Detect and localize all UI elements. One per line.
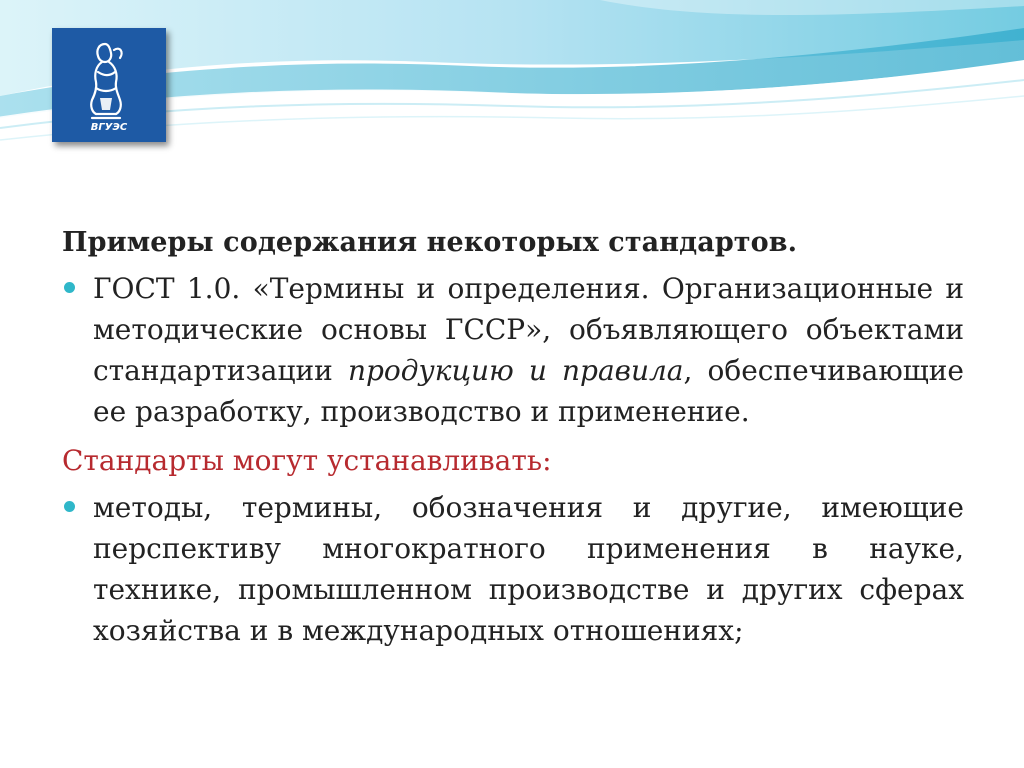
bullet-text-part: ГОСТ 1.0. «Термины и определения. Организационные и методические основы ГССР», объявляющего объектами стандартизации — [93, 272, 964, 387]
section-subheading: Стандарты могут устанавливать: — [62, 444, 552, 477]
bullet-text-part: , обеспечивающие ее разработку, производство и применение. — [93, 354, 964, 428]
bullet-item-methods — [62, 487, 964, 651]
slide-content — [62, 222, 964, 651]
bullet-dot-icon — [64, 501, 75, 512]
statue-emblem-icon — [52, 28, 166, 142]
bullet-text: методы, термины, обозначения и другие, имеющие перспективу многократного применения в науке, технике, промышленном производстве и других сферах хозяйства и в международных отношениях; — [93, 491, 964, 647]
slide-heading: Примеры содержания некоторых стандартов. — [62, 227, 798, 258]
bullet-dot-icon — [64, 282, 75, 293]
university-logo — [52, 28, 166, 142]
bullet-item-gost — [62, 268, 964, 432]
bullet-text-emphasis: продукцию и правила — [347, 354, 684, 387]
logo-text: ВГУЭС — [90, 122, 128, 133]
